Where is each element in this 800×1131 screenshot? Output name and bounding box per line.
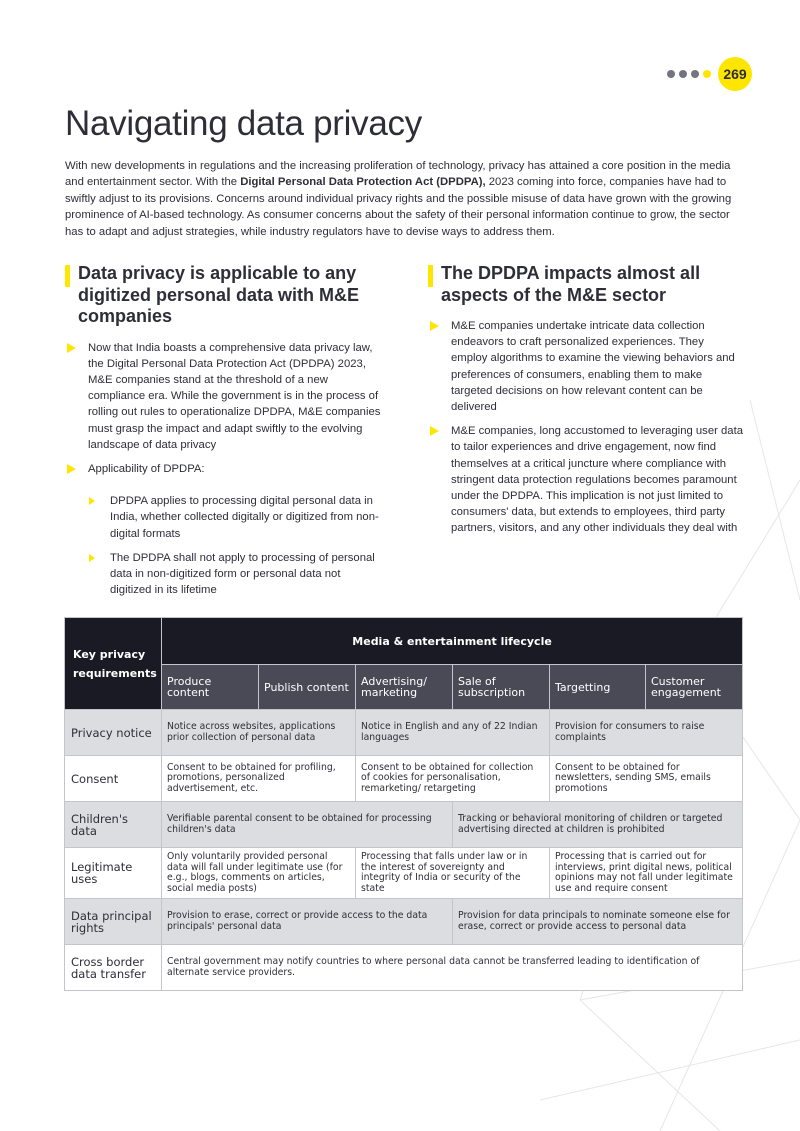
table-cell: Provision for consumers to raise complaints bbox=[550, 710, 743, 756]
right-heading-text: The DPDPA impacts almost all aspects of the M&E sector bbox=[441, 263, 701, 305]
page-dot-icon bbox=[691, 70, 699, 78]
table-row bbox=[65, 899, 743, 945]
arrow-bullet-icon bbox=[89, 554, 95, 562]
accent-bar bbox=[65, 265, 70, 287]
table-cell: Provision for data principals to nominate someone else for erase, correct or provide access to personal data bbox=[453, 899, 743, 945]
accent-bar bbox=[428, 265, 433, 287]
table-row bbox=[65, 802, 743, 848]
intro-paragraph: With new developments in regulations and the increasing proliferation of technology, privacy has attained a core position in the media and entertainment sector. With the Digital Personal Data Protection Act (DPDPA), 2023 coming into force, companies have had to swiftly adjust to its provisions. Concerns around individual privacy rights and the possible misuse of data have grown with the growing prominence of AI-based technology. As consumer concerns about the safety of their personal information continue to grow, the sector has to adapt and adjust strategies, while industry regulators have to devise ways to address them. bbox=[65, 160, 732, 238]
right-heading bbox=[428, 263, 743, 306]
table-cell: Tracking or behavioral monitoring of children or targeted advertising directed at children is prohibited bbox=[453, 802, 743, 848]
table-row bbox=[65, 756, 743, 802]
list-item: M&E companies, long accustomed to leveraging user data to tailor experiences and drive engagement, now find themselves at a critical juncture where compliance with stringent data protection regulations becomes paramount under the DPDPA. This implication is not just limited to consumers' data, but extends to employees, third party partners, visitors, and any other individuals they deal with bbox=[428, 423, 743, 536]
table-cell: Notice in English and any of 22 Indian languages bbox=[356, 710, 550, 756]
page-dot-active-icon bbox=[703, 70, 711, 78]
stage-header: Advertising/ marketing bbox=[356, 665, 453, 710]
table-cell: Provision to erase, correct or provide access to the data principals' personal data bbox=[162, 899, 453, 945]
right-column bbox=[428, 263, 743, 545]
dpdpa-highlight: Digital Personal Data Protection Act (DPDPA), bbox=[240, 176, 486, 189]
table-cell: Processing that falls under law or in the interest of sovereignty and integrity of India or security of the state bbox=[356, 848, 550, 899]
arrow-bullet-icon bbox=[67, 343, 76, 353]
row-label: Consent bbox=[65, 756, 162, 802]
table-cell: Notice across websites, applications prior collection of personal data bbox=[162, 710, 356, 756]
sub-bullet-list bbox=[88, 493, 385, 598]
stage-header: Targetting bbox=[550, 665, 646, 710]
right-bullet-list bbox=[428, 318, 743, 537]
table-cell: Consent to be obtained for newsletters, sending SMS, emails promotions bbox=[550, 756, 743, 802]
table-cell: Processing that is carried out for interviews, print digital news, political opinions may not fall under legitimate use and require consent bbox=[550, 848, 743, 899]
row-label: Privacy notice bbox=[65, 710, 162, 756]
stage-header: Customer engagement bbox=[646, 665, 743, 710]
row-label: Cross border data transfer bbox=[65, 945, 162, 991]
left-heading-text: Data privacy is applicable to any digitized personal data with M&E companies bbox=[78, 263, 360, 326]
table-cell: Central government may notify countries to where personal data cannot be transferred leading to identification of alternate service providers. bbox=[162, 945, 743, 991]
stage-header: Sale of subscription bbox=[453, 665, 550, 710]
arrow-bullet-icon bbox=[89, 497, 95, 505]
sub-list-item: The DPDPA shall not apply to processing of personal data in non-digitized form or personal data not digitized in its lifetime bbox=[88, 550, 385, 599]
table-cell: Only voluntarily provided personal data will fall under legitimate use (for e.g., blogs, comments on articles, social media posts) bbox=[162, 848, 356, 899]
table-row bbox=[65, 848, 743, 899]
table-row bbox=[65, 710, 743, 756]
left-bullet-list bbox=[65, 340, 385, 599]
row-label: Data principal rights bbox=[65, 899, 162, 945]
page-indicator bbox=[667, 57, 752, 91]
privacy-requirements-table bbox=[64, 617, 743, 991]
stage-header: Produce content bbox=[162, 665, 259, 710]
sub-list-item: DPDPA applies to processing digital personal data in India, whether collected digitally or digitized from non-digital formats bbox=[88, 493, 385, 542]
arrow-bullet-icon bbox=[430, 321, 439, 331]
arrow-bullet-icon bbox=[67, 464, 76, 474]
table-cell: Verifiable parental consent to be obtained for processing children's data bbox=[162, 802, 453, 848]
page-number: 269 bbox=[718, 57, 752, 91]
list-item: Now that India boasts a comprehensive data privacy law, the Digital Personal Data Protection Act (DPDPA) 2023, M&E companies stand at the threshold of a new compliance era. While the government is in the process of rolling out rules to operationalize DPDPA, M&E companies must grasp the impact and adapt swiftly to the evolving landscape of data privacy bbox=[65, 340, 385, 453]
stage-header: Publish content bbox=[259, 665, 356, 710]
arrow-bullet-icon bbox=[430, 426, 439, 436]
table-cell: Consent to be obtained for collection of cookies for personalisation, remarketing/ retargeting bbox=[356, 756, 550, 802]
list-item: M&E companies undertake intricate data collection endeavors to craft personalized experiences. They employ algorithms to examine the viewing behaviors and preferences of consumers, enabling them to make targeted decisions on how relevant content can be delivered bbox=[428, 318, 743, 415]
row-label: Legitimate uses bbox=[65, 848, 162, 899]
page-dot-icon bbox=[667, 70, 675, 78]
row-label: Children's data bbox=[65, 802, 162, 848]
page-dot-icon bbox=[679, 70, 687, 78]
key-requirements-header: Key privacy requirements bbox=[65, 618, 162, 710]
left-heading bbox=[65, 263, 385, 328]
table-cell: Consent to be obtained for profiling, promotions, personalized advertisement, etc. bbox=[162, 756, 356, 802]
page-title: Navigating data privacy bbox=[65, 104, 422, 143]
lifecycle-header: Media & entertainment lifecycle bbox=[162, 618, 743, 665]
table-row bbox=[65, 945, 743, 991]
list-item: Applicability of DPDPA: DPDPA applies to processing digital personal data in India, whether collected digitally or digitized from non-digital formats The DPDPA shall not apply to processing of personal data in non-digitized form or personal data not digitized in its lifetime bbox=[65, 461, 385, 598]
left-column bbox=[65, 263, 385, 606]
